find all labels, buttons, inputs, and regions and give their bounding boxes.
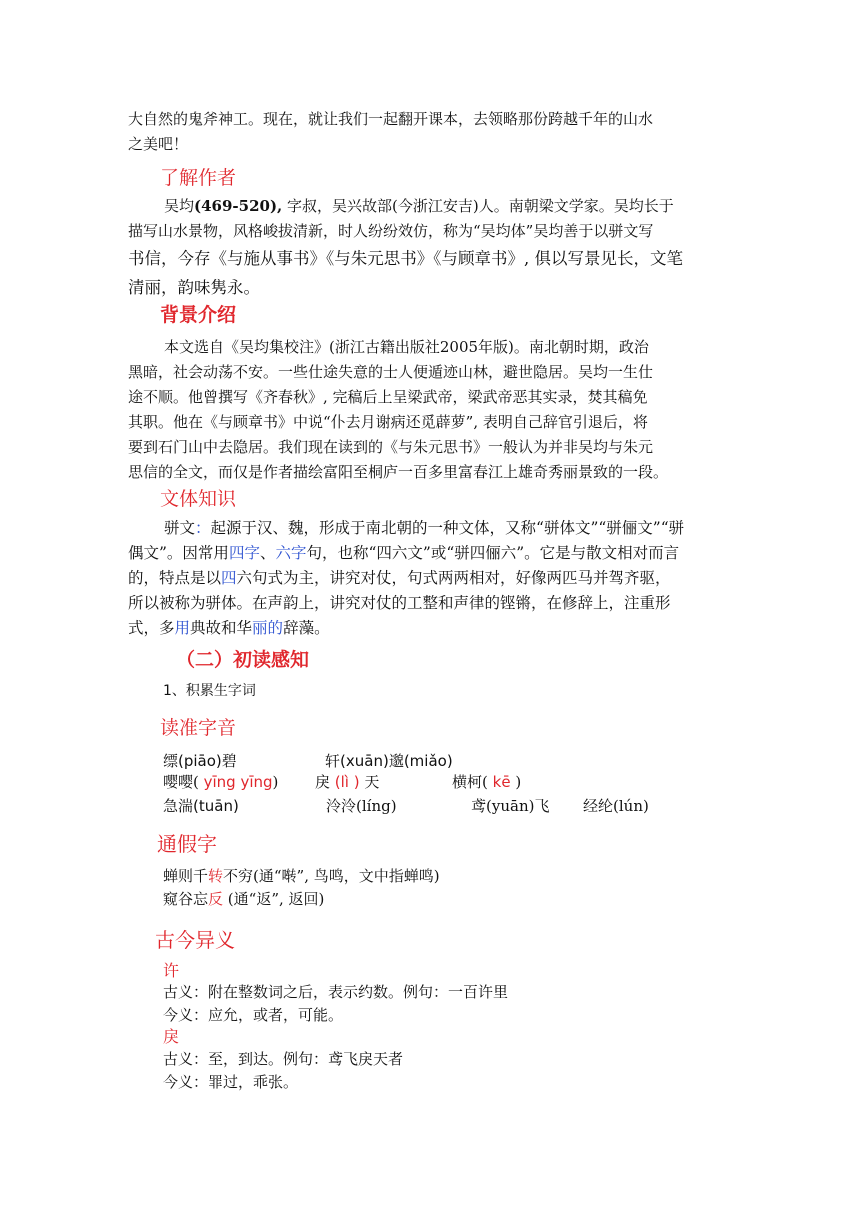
genre-period: 。 [314,619,330,637]
pron-char: 鸢 [471,797,487,815]
genre-line-3-c: 六句式为主，讲究对仗，句式两两相对，好像两匹马并驾齐驱， [236,569,671,587]
genre-four: 四 [221,569,237,587]
author-line-4: 清丽，韵味隽永。 [128,278,260,297]
pron-after: 飞 [534,797,550,815]
gujin-word-1-new: 今义：应允，或者，可能。 [163,1006,344,1024]
genre-line-2-a: 偶文”。因常用 [128,544,229,562]
pron-item [163,795,239,817]
genre-line-1-text: 起源于汉、魏，形成于南北朝的一种文体，又称“骈体文”“骈俪文”“骈 [210,519,685,537]
pron-char: 泠泠 [326,797,357,815]
pron-char: 戾 [315,773,331,791]
pron-pinyin: yīng yīng [198,773,273,791]
background-line-3: 途不顺。他曾撰写《齐春秋》, 完稿后上呈梁武帝，梁武帝恶其实录，焚其稿免 [128,388,648,406]
pron-after: ) [515,773,522,791]
pron-pinyin: (xuān) [340,752,389,770]
genre-line-5 [128,616,748,641]
genre-four-char: 四字 [228,544,260,562]
pron-char: 缥 [163,752,179,770]
genre-use: 用 [174,619,191,637]
pron-item [325,750,453,772]
background-line-5: 要到石门山中去隐居。我们现在读到的《与朱元思书》一般认为并非吴均与朱元 [128,438,654,456]
author-line-2: 描写山水景物，风格峻拔清新，时人纷纷效仿，称为“吴均体”吴均善于以骈文写 [128,222,654,240]
genre-line-3 [128,566,748,591]
intro-line-2: 之美吧！ [128,135,189,153]
genre-line-5-a: 式，多 [128,619,175,637]
pron-char: 急湍 [163,797,194,815]
pron-char: 横柯( [452,773,488,791]
section2-heading: （二）初读感知 [176,649,310,671]
gujin-word-2: 戾 [163,1027,180,1046]
pron-pinyin: (líng) [356,797,397,815]
genre-line-4: 所以被称为骈体。在声韵上，讲究对仗的工整和声律的铿锵，在修辞上，注重形 [128,594,671,612]
pron-after: 邈(miǎo) [388,752,453,770]
pron-char: 经纶 [583,797,614,815]
background-heading: 背景介绍 [160,304,237,326]
genre-beautiful: 丽的 [252,619,284,637]
pron-item [163,750,237,772]
tongjia-line-2-a: 窥谷忘 [163,890,209,908]
background-line-6: 思信的全文，而仅是作者描绘富阳至桐庐一百多里富春江上雄奇秀丽景致的一段。 [128,463,669,481]
pron-pinyin: (lún) [613,797,649,815]
section2-subheading: 1、积累生字词 [163,683,256,699]
gujin-heading: 古今异义 [155,928,235,952]
tongjia-char-2: 反 [208,890,224,908]
tongjia-char-1: 转 [208,867,224,885]
pron-item [471,795,549,817]
author-line-3: 书信，今存《与施从事书》《与朱元思书》《与顾章书》, 俱以写景见长，文笔 [128,249,683,268]
tongjia-line-1-a: 蝉则千 [163,867,209,885]
pron-item [315,771,379,793]
pron-pinyin: (piāo) [178,752,222,770]
pronunciation-row-2 [163,771,723,793]
gujin-word-1-old: 古义：附在整数词之后，表示约数。例句：一百许里 [163,983,509,1001]
gujin-word-2-new: 今义：罪过，乖张。 [163,1073,299,1091]
genre-six-char: 六字 [275,544,307,562]
pronunciation-heading: 读准字音 [160,717,237,739]
genre-line-1 [128,516,748,541]
tongjia-line-2 [163,888,324,910]
genre-rhetoric: 辞藻 [283,619,315,637]
pron-char: 轩 [325,752,341,770]
genre-line-5-c: 典故和华 [190,619,253,637]
pronunciation-row-3 [163,795,723,817]
author-years: (469-520), [194,197,283,215]
genre-line-2 [128,541,748,566]
gujin-word-1: 许 [163,961,180,980]
intro-paragraph [128,107,748,157]
pron-after: 碧 [221,752,237,770]
background-line-2: 黑暗，社会动荡不安。一些仕途失意的士人便遁迹山林，避世隐居。吴均一生仕 [128,363,654,381]
background-line-4: 其职。他在《与顾章书》中说“仆去月谢病还觅薜萝”, 表明自己辞官引退后，将 [128,413,648,431]
tongjia-line-1-c: 不穷(通“啭”, 鸟鸣，文中指蝉鸣) [223,867,440,885]
genre-colon: ： [195,519,211,537]
author-name: 吴均 [164,197,195,215]
pron-item [326,795,397,817]
author-heading: 了解作者 [160,167,237,189]
pron-after: 天 [359,773,380,791]
tongjia-line-2-c: (通“返”, 返回) [223,890,325,908]
pron-pinyin: kē [487,773,516,791]
tongjia-heading: 通假字 [157,832,217,856]
genre-paragraph [128,516,748,641]
author-paragraph [128,194,748,302]
pron-char: 嘤嘤( [163,773,199,791]
pron-pinyin: (lì ) [330,773,360,791]
pron-item [583,795,649,817]
pron-after: ) [272,773,279,791]
pronunciation-row-1 [163,750,723,772]
gujin-word-2-old: 古义：至，到达。例句：鸢飞戾天者 [163,1050,404,1068]
genre-line-3-a: 的，特点是以 [128,569,222,587]
pron-item [452,771,521,793]
pron-pinyin: (yuān) [486,797,535,815]
author-line-1 [128,194,748,219]
genre-heading: 文体知识 [160,488,237,510]
pron-pinyin: (tuān) [193,797,239,815]
background-line-1: 本文选自《吴均集校注》(浙江古籍出版社2005年版)。南北朝时期，政治 [164,338,649,356]
intro-line-1: 大自然的鬼斧神工。现在，就让我们一起翻开课本，去领略那份跨越千年的山水 [128,110,654,128]
author-line-1-rest: 字叔，吴兴故部(今浙江安吉)人。南朝梁文学家。吴均长于 [282,197,674,215]
background-paragraph [128,335,748,485]
tongjia-line-1 [163,865,440,887]
genre-line-2-c: 、 [259,544,276,562]
genre-term: 骈文 [164,519,196,537]
genre-line-2-e: 句，也称“四六文”或“骈四俪六”。它是与散文相对而言 [306,544,680,562]
pron-item [163,771,278,793]
